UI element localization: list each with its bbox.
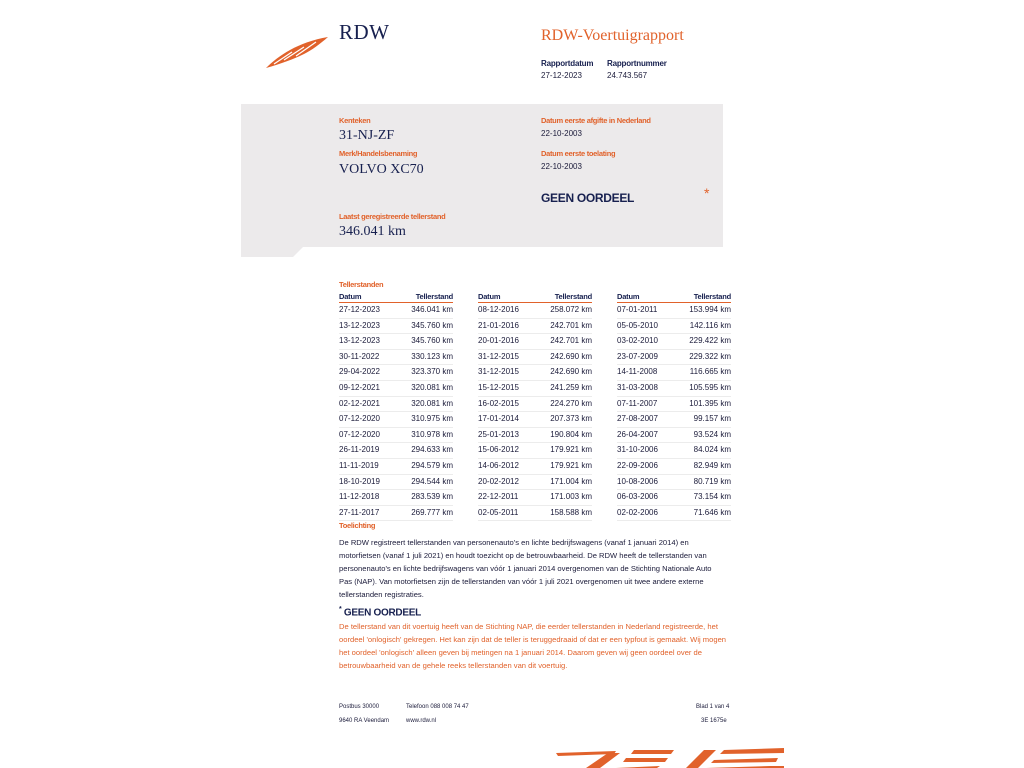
odometer-reading: 105.595 km — [689, 382, 731, 392]
odometer-row — [339, 412, 453, 428]
make-label: Merk/Handelsbenaming — [339, 149, 418, 158]
odometer-date: 26-11-2019 — [339, 445, 380, 455]
odometer-rows — [339, 303, 453, 521]
odometer-reading: 171.003 km — [550, 492, 592, 502]
odometer-row — [339, 490, 453, 506]
odometer-reading: 142.116 km — [689, 320, 731, 330]
odometer-reading: 269.777 km — [411, 507, 453, 517]
vehicle-box-tab — [241, 247, 303, 257]
odometer-date: 30-11-2022 — [339, 351, 380, 361]
odometer-date: 25-01-2013 — [478, 429, 519, 439]
make-value: VOLVO XC70 — [339, 162, 424, 177]
odometer-date: 22-09-2006 — [617, 460, 658, 470]
odometer-reading: 99.157 km — [693, 414, 731, 424]
odometer-date: 20-02-2012 — [478, 476, 519, 486]
first-registration-nl-label: Datum eerste afgifte in Nederland — [541, 116, 651, 125]
odometer-row — [478, 506, 592, 522]
odometer-date: 21-01-2016 — [478, 320, 519, 330]
odometer-reading: 73.154 km — [693, 492, 731, 502]
odometer-column-1 — [339, 292, 453, 521]
odometer-rows — [478, 303, 592, 521]
odometer-row — [478, 319, 592, 335]
odometer-date: 06-03-2006 — [617, 492, 658, 502]
odometer-reading: 101.395 km — [689, 398, 731, 408]
footer-website[interactable]: www.rdw.nl — [406, 718, 437, 724]
odometer-rows — [617, 303, 731, 521]
odometer-column-header — [339, 292, 453, 303]
odometer-reading: 294.579 km — [411, 460, 453, 470]
odometer-row — [339, 303, 453, 319]
verdict-note-heading: GEEN OORDEEL — [343, 607, 421, 619]
odometer-row — [478, 334, 592, 350]
odometer-section-title: Tellerstanden — [339, 280, 384, 289]
odometer-row — [478, 412, 592, 428]
first-registration-nl-value: 22-10-2003 — [541, 129, 582, 138]
odometer-reading: 242.690 km — [550, 351, 592, 361]
odometer-date: 11-11-2019 — [339, 460, 379, 470]
odometer-column-header — [478, 292, 592, 303]
odometer-row — [478, 350, 592, 366]
odometer-date: 14-06-2012 — [478, 460, 519, 470]
odometer-reading: 345.760 km — [411, 320, 453, 330]
reading-header: Tellerstand — [554, 292, 592, 301]
odometer-reading: 71.646 km — [693, 507, 731, 517]
footer-document-code: 3E 1675e — [701, 718, 727, 724]
odometer-row — [617, 334, 731, 350]
odometer-date: 18-10-2019 — [339, 476, 380, 486]
odometer-row — [339, 443, 453, 459]
odometer-reading: 179.921 km — [550, 460, 592, 470]
odometer-row — [617, 319, 731, 335]
reading-header: Tellerstand — [415, 292, 453, 301]
odometer-date: 14-11-2008 — [617, 367, 658, 377]
odometer-row — [617, 475, 731, 491]
odometer-date: 11-12-2018 — [339, 492, 380, 502]
verdict-status: GEEN OORDEEL — [541, 191, 635, 205]
odometer-reading: 330.123 km — [411, 351, 453, 361]
report-title: RDW-Voertuigrapport — [541, 27, 684, 44]
odometer-row — [339, 506, 453, 522]
vehicle-info-box — [241, 104, 723, 247]
odometer-date: 27-12-2023 — [339, 305, 380, 314]
explanation-title: Toelichting — [339, 521, 376, 530]
reading-header: Tellerstand — [693, 292, 731, 301]
odometer-date: 31-03-2008 — [617, 382, 658, 392]
verdict-footnote-mark: * — [704, 185, 710, 201]
odometer-date: 17-01-2014 — [478, 414, 519, 424]
odometer-row — [617, 350, 731, 366]
odometer-reading: 229.422 km — [689, 336, 731, 346]
odometer-row — [478, 303, 592, 319]
odometer-date: 09-12-2021 — [339, 382, 380, 392]
odometer-date: 03-02-2010 — [617, 336, 658, 346]
odometer-date: 22-12-2011 — [478, 492, 519, 502]
first-admission-label: Datum eerste toelating — [541, 149, 616, 158]
odometer-reading: 93.524 km — [693, 429, 731, 439]
odometer-row — [339, 397, 453, 413]
odometer-reading: 283.539 km — [411, 492, 453, 502]
odometer-row — [617, 381, 731, 397]
odometer-row — [478, 443, 592, 459]
odometer-date: 26-04-2007 — [617, 429, 658, 439]
odometer-reading: 171.004 km — [550, 476, 592, 486]
plate-value: 31-NJ-ZF — [339, 128, 395, 143]
odometer-reading: 294.633 km — [411, 445, 453, 455]
odometer-reading: 242.690 km — [550, 367, 592, 377]
odometer-row — [339, 319, 453, 335]
odometer-reading: 153.994 km — [689, 305, 731, 314]
odometer-row — [339, 350, 453, 366]
odometer-row — [478, 490, 592, 506]
odometer-row — [478, 428, 592, 444]
brand-name: RDW — [339, 20, 390, 44]
odometer-reading: 294.544 km — [411, 476, 453, 486]
odometer-date: 07-11-2007 — [617, 398, 658, 408]
odometer-column-header — [617, 292, 731, 303]
odometer-date: 05-05-2010 — [617, 320, 658, 330]
odometer-date: 13-12-2023 — [339, 320, 380, 330]
odometer-date: 31-12-2015 — [478, 367, 519, 377]
verdict-note-mark: * — [339, 606, 342, 613]
plate-label: Kenteken — [339, 116, 371, 125]
odometer-row — [478, 397, 592, 413]
odometer-reading: 190.804 km — [550, 429, 592, 439]
odometer-date: 31-12-2015 — [478, 351, 519, 361]
odometer-date: 08-12-2016 — [478, 305, 519, 314]
odometer-reading: 116.665 km — [689, 367, 731, 377]
odometer-row — [339, 459, 453, 475]
odometer-date: 15-12-2015 — [478, 382, 519, 392]
odometer-row — [339, 365, 453, 381]
odometer-date: 02-12-2021 — [339, 398, 380, 408]
odometer-date: 15-06-2012 — [478, 445, 519, 455]
date-header: Datum — [478, 292, 501, 301]
date-header: Datum — [617, 292, 640, 301]
report-number: 24.743.567 — [607, 71, 648, 80]
odometer-reading: 179.921 km — [550, 445, 592, 455]
odometer-row — [617, 397, 731, 413]
odometer-row — [339, 475, 453, 491]
footer-postbus: Postbus 30000 — [339, 704, 380, 710]
odometer-row — [617, 443, 731, 459]
odometer-row — [478, 475, 592, 491]
footer-page-number: Blad 1 van 4 — [696, 704, 730, 710]
verdict-note-title — [339, 606, 421, 618]
odometer-column-3 — [617, 292, 731, 521]
odometer-reading: 258.072 km — [550, 305, 592, 314]
odometer-reading: 207.373 km — [550, 414, 592, 424]
odometer-reading: 310.978 km — [411, 429, 453, 439]
odometer-date: 07-12-2020 — [339, 429, 380, 439]
odometer-reading: 84.024 km — [693, 445, 731, 455]
odometer-date: 20-01-2016 — [478, 336, 519, 346]
odometer-date: 07-12-2020 — [339, 414, 380, 424]
odometer-date: 23-07-2009 — [617, 351, 658, 361]
report-date-label: Rapportdatum — [541, 59, 594, 68]
rdw-feather-logo-icon — [264, 34, 330, 70]
report-number-label: Rapportnummer — [607, 59, 667, 68]
odometer-reading: 224.270 km — [550, 398, 592, 408]
explanation-text: De RDW registreert tellerstanden van personenauto's en lichte bedrijfswagens (vanaf 1 januari 2014) en motorfietsen (vanaf 1 juli 2021) en houdt toezicht op de betrouwbaarheid. De RDW heeft de tellerstanden van personenauto's en lichte bedrijfswagens van vóór 1 januari 2014 overgenomen van de Stichting Nationale Auto Pas (NAP). Van motorfietsen zijn de tellerstanden van vóór 1 juli 2021 overgenomen uit twee andere externe tellerstanden registraties. — [339, 538, 712, 599]
odometer-reading: 320.081 km — [411, 382, 453, 392]
odometer-date: 10-08-2006 — [617, 476, 658, 486]
odometer-reading: 310.975 km — [411, 414, 453, 424]
odometer-column-2 — [478, 292, 592, 521]
odometer-row — [617, 365, 731, 381]
odometer-reading: 320.081 km — [411, 398, 453, 408]
odometer-date: 27-08-2007 — [617, 414, 658, 424]
odometer-date: 16-02-2015 — [478, 398, 519, 408]
report-date: 27-12-2023 — [541, 71, 582, 80]
odometer-reading: 158.588 km — [550, 507, 592, 517]
odometer-reading: 242.701 km — [550, 336, 592, 346]
last-odometer-value: 346.041 km — [339, 224, 406, 239]
odometer-row — [478, 365, 592, 381]
odometer-date: 29-04-2022 — [339, 367, 380, 377]
odometer-row — [339, 334, 453, 350]
odometer-reading: 242.701 km — [550, 320, 592, 330]
odometer-row — [617, 506, 731, 522]
verdict-note-text: De tellerstand van dit voertuig heeft van de Stichting NAP, die eerder tellerstanden in Nederland registreerde, het oordeel 'onlogisch' gekregen. Het kan zijn dat de teller is teruggedraaid of dat er een typfout is gemaakt. Wij mogen het oordeel 'onlogisch' alleen geven bij metingen na 1 januari 2014. Daarom geven wij geen oordeel over de betrouwbaarheid van de gehele reeks tellerstanden van dit voertuig. — [339, 622, 727, 670]
footer-postcode: 9640 RA Veendam — [339, 718, 390, 724]
first-admission-value: 22-10-2003 — [541, 162, 582, 171]
odometer-date: 31-10-2006 — [617, 445, 658, 455]
odometer-row — [617, 459, 731, 475]
odometer-date: 02-02-2006 — [617, 507, 658, 517]
odometer-reading: 229.322 km — [689, 351, 731, 361]
odometer-reading: 80.719 km — [693, 476, 731, 486]
last-odometer-label: Laatst geregistreerde tellerstand — [339, 212, 446, 221]
date-header: Datum — [339, 292, 362, 301]
odometer-date: 27-11-2017 — [339, 507, 380, 517]
odometer-reading: 241.259 km — [550, 382, 592, 392]
odometer-date: 13-12-2023 — [339, 336, 380, 346]
odometer-reading: 323.370 km — [411, 367, 453, 377]
footer-phone: Telefoon 088 008 74 47 — [406, 704, 469, 710]
odometer-row — [617, 303, 731, 319]
odometer-reading: 345.760 km — [411, 336, 453, 346]
odometer-row — [617, 490, 731, 506]
odometer-row — [339, 428, 453, 444]
odometer-reading: 82.949 km — [693, 460, 731, 470]
odometer-row — [617, 412, 731, 428]
odometer-row — [478, 459, 592, 475]
odometer-row — [339, 381, 453, 397]
odometer-date: 02-05-2011 — [478, 507, 519, 517]
odometer-row — [478, 381, 592, 397]
odometer-date: 07-01-2011 — [617, 305, 658, 314]
odometer-reading: 346.041 km — [411, 305, 453, 314]
footer-stripes-decoration-icon — [556, 748, 784, 768]
odometer-row — [617, 428, 731, 444]
